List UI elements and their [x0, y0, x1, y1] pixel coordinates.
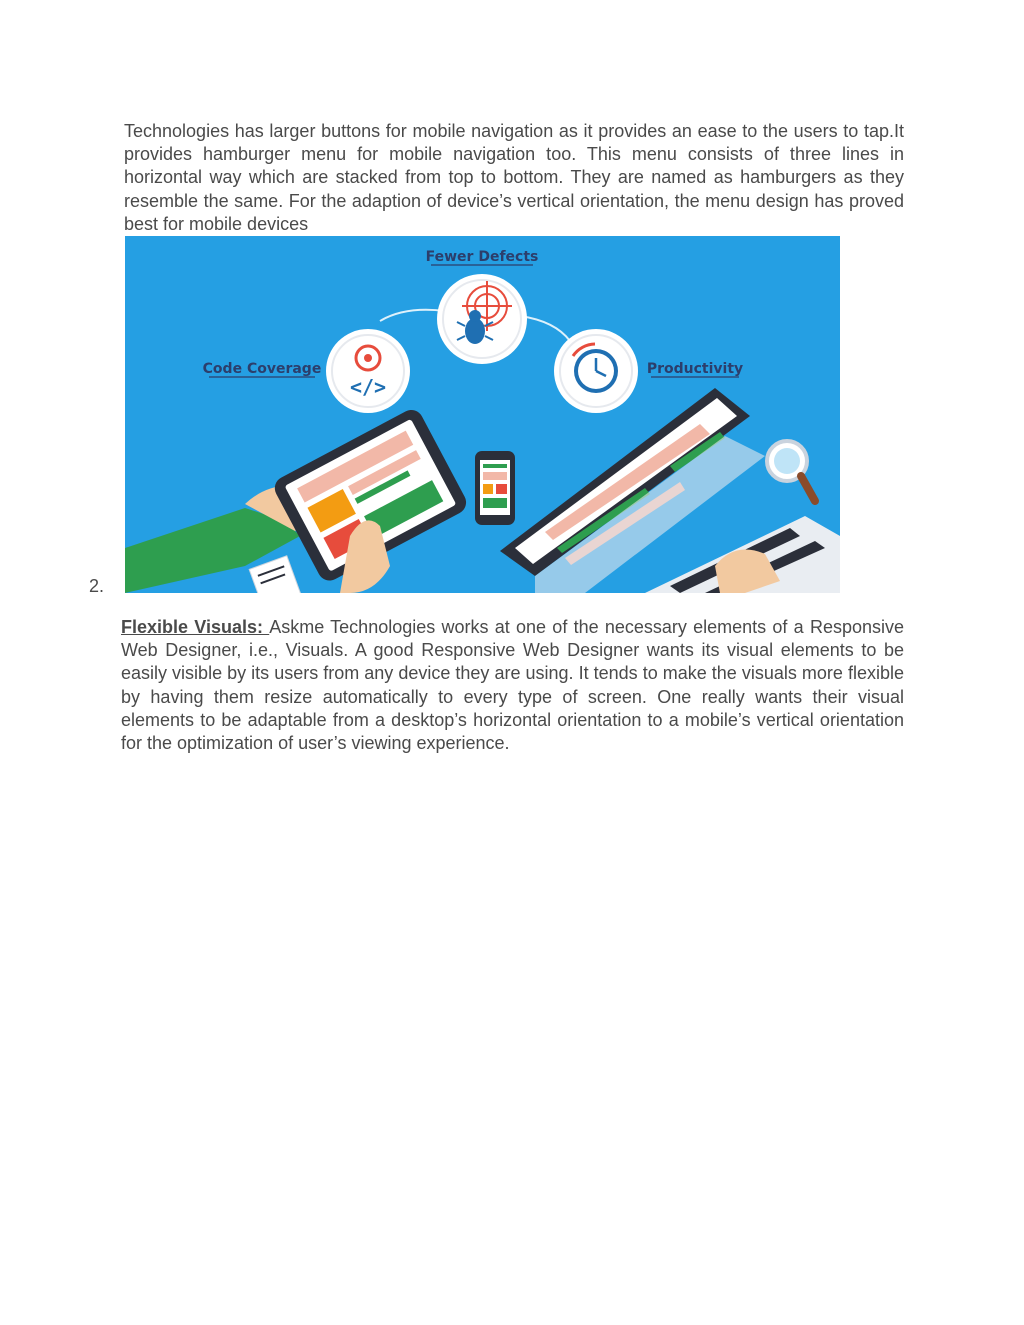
flexible-visuals-paragraph	[121, 616, 904, 755]
phone-illustration	[475, 451, 515, 525]
flexible-visuals-body: Askme Technologies works at one of the necessary elements of a Responsive Web Designer, i.e., Visuals. A good Responsive Web Designer wants its visual elements to be easily visible by its users from any device they are using. It tends to make the visuals more flexible by having them resize automatically to every type of screen. One really wants their visual elements to be adaptable from a desktop’s horizontal orientation to a mobile’s vertical orientation for the optimization of user’s viewing experience.	[121, 617, 904, 754]
label-code-coverage: Code Coverage	[202, 361, 322, 377]
svg-text:</>: </>	[349, 375, 387, 399]
label-productivity: Productivity	[646, 361, 744, 377]
list-number: 2.	[89, 576, 105, 596]
label-fewer-defects: Fewer Defects	[425, 249, 539, 265]
bug-target-icon	[437, 274, 527, 364]
flexible-visuals-heading: Flexible Visuals:	[121, 617, 270, 637]
clock-icon	[554, 329, 638, 413]
code-gear-icon	[326, 329, 410, 413]
intro-paragraph: Technologies has larger buttons for mobile navigation as it provides an ease to the users to tap.It provides hamburger menu for mobile navigation too. This menu consists of three lines in horizontal way which are stacked from top to bottom. They are named as hamburgers as they resemble the same. For the adaption of device’s vertical orientation, the menu design has proved best for mobile devices	[124, 121, 904, 234]
responsive-design-illustration	[125, 236, 840, 593]
